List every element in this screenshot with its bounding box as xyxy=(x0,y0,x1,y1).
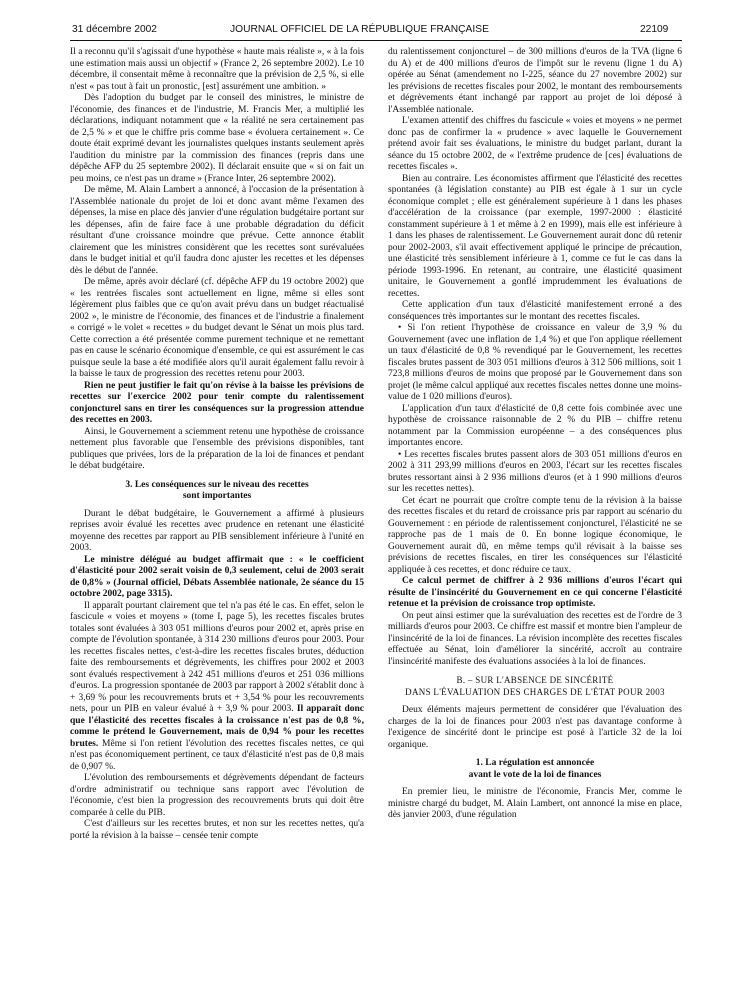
header-date: 31 décembre 2002 xyxy=(72,24,157,35)
heading-line: DANS L'ÉVALUATION DES CHARGES DE L'ÉTAT POUR 2003 xyxy=(405,686,665,697)
bold-paragraph: Ce calcul permet de chiffrer à 2 936 millions d'euros l'écart qui résulte de l'insincérité du Gouvernement en ce qui concerne l'élasticité retenue et la prévision de croissance trop optimiste. xyxy=(388,576,682,609)
paragraph: Dès l'adoption du budget par le conseil des ministres, le ministre de l'économie, des finances et de l'industrie, M. Francis Mer, a multiplié les déclarations, indiquant notamment que « la réalité ne sera certainement pas de 2,5 % » et que le chiffre pris comme base « évoluera certainement ». Ce doute était exprimé devant les journalistes quelques instants seulement après l'audition du ministre par la commission des finances (repris dans une dépêche AFP du 25 septembre 2002). Il déclarait ensuite que « si on fait un peu moins, ce n'est pas un drame » (France Inter, 26 septembre 2002). xyxy=(70,93,364,184)
paragraph xyxy=(70,601,364,774)
paragraph: On peut ainsi estimer que la surévaluation des recettes est de l'ordre de 3 milliards d'euros pour 2003. Ce chiffre est massif et montre bien l'ampleur de l'insincérité de la loi de finances. La révision incomplète des recettes fiscales effectuée au Sénat, loin d'améliorer la sincérité, accroît au contraire l'insincérité manifeste des évaluations associées à la loi de finances. xyxy=(388,610,682,667)
heading-line: sont importantes xyxy=(182,491,252,501)
paragraph: du ralentissement conjoncturel – de 300 millions d'euros de la TVA (ligne 6 du A) et de 400 millions d'euros de l'impôt sur le revenu (ligne 1 du A) opérée au Sénat (amendement no I-225, séance du 27 novembre 2002) sur les prévisions de recettes fiscales pour 2002, le montant des remboursements et dégrèvements étant inchangé par rapport au projet de loi déposé à l'Assemblée nationale. xyxy=(388,47,682,115)
paragraph: Il a reconnu qu'il s'agissait d'une hypothèse « haute mais réaliste », « à la fois une estimation mais aussi un objectif » (France 2, 26 septembre 2002). Le 10 décembre, il consentait même à reconnaître que la prévision de 2,5 %, si elle n'est « pas tout à fait un pronostic, [est] assurément une ambition. » xyxy=(70,47,364,92)
paragraph: Cet écart ne pourrait que croître compte tenu de la révision à la baisse des recettes fiscales et du retard de croissance pris par rapport au scénario du Gouvernement : en période de ralentissement conjoncturel, l'élasticité ne se rapproche pas de 1 mais de 0. En bonne logique économique, le Gouvernement aurait dû, en même temps qu'il révisait à la baisse ses prévisions de recettes fiscales, en tirer les conséquences sur l'élasticité appliquée à ces recettes, et donc réduire ce taux. xyxy=(388,495,682,575)
paragraph: De même, après avoir déclaré (cf. dépêche AFP du 19 octobre 2002) que « les rentrées fiscales sont actuellement en ligne, même si elles sont légèrement plus faibles que ce qu'on avait prévu dans un budget réactualisé 2002 », le ministre de l'économie, des finances et de l'industrie a finalement « corrigé » le volet « recettes » du budget devant le Sénat un mois plus tard. Cette correction a été présentée comme purement technique et ne remettant pas en cause le scénario économique d'ensemble, ce qui est assurément le cas puisque seule la base a été modifiée alors qu'il aurait également fallu revoir à la baisse le taux de progression des recettes retenu pour 2003. xyxy=(70,277,364,379)
paragraph: C'est d'ailleurs sur les recettes brutes, et non sur les recettes nettes, qu'a porté la révision à la baisse – censée tenir compte xyxy=(70,819,364,841)
right-column xyxy=(388,47,682,822)
heading-line: 3. Les conséquences sur le niveau des recettes xyxy=(125,479,309,490)
paragraph: L'évolution des remboursements et dégrèvements dépendant de facteurs d'ordre administratif ou technique sans rapport avec l'évolution de l'économie, c'est bien la progression des recouvrements bruts qui doit être comparée à celle du PIB. xyxy=(70,773,364,818)
section-heading xyxy=(70,480,364,503)
paragraph: De même, M. Alain Lambert a annoncé, à l'occasion de la présentation à l'Assemblée nationale du projet de loi et donc avant même l'examen des dépenses, la mise en place dès janvier d'une régulation budgétaire portant sur les dépenses, afin de faire face à une probable dégradation du déficit résultant d'une croissance moindre que prévue. Cette annonce établit clairement que les ministres considèrent que les recettes sont surévaluées dans le budget initial et qu'il faudra donc ajuster les recettes et les dépenses dès le début de l'année. xyxy=(70,185,364,276)
section-heading xyxy=(388,758,682,781)
paragraph: L'application d'un taux d'élasticité de 0,8 cette fois combinée avec une hypothèse de croissance raisonnable de 2 % du PIB – chiffre retenu notamment par la Commission européenne – a des conséquences plus importantes encore. xyxy=(388,403,682,448)
heading-line: B. – SUR L'ABSENCE DE SINCÉRITÉ xyxy=(456,675,614,685)
bullet-paragraph: • Si l'on retient l'hypothèse de croissance en valeur de 3,9 % du Gouvernement (avec une inflation de 1,4 %) et que l'on applique réellement un taux d'élasticité de 0,8 % revendiqué par le Gouvernement, les recettes fiscales brutes passent de 303 051 millions d'euros à 312 506 millions, soit 1 723,8 millions d'euros de moins que proposé par le Gouvernement dans son projet (le même calcul appliqué aux recettes fiscales nettes donne une moins-value de 1 020 millions d'euros). xyxy=(388,323,682,402)
bold-paragraph: Le ministre délégué au budget affirmait que : « le coefficient d'élasticité pour 2002 serait voisin de 0,3 seulement, celui de 2003 serait de 0,8% » (Journal officiel, Débats Assemblée nationale, 2e séance du 15 octobre 2002, page 3315). xyxy=(70,554,364,599)
header-page-number: 22109 xyxy=(640,24,669,35)
heading-line: 1. La régulation est annoncée xyxy=(475,758,595,768)
paragraph: Ainsi, le Gouvernement a sciemment retenu une hypothèse de croissance nettement plus favorable que l'ensemble des prévisions disponibles, tant publiques que privées, lors de la préparation de la loi de finances et pendant le débat budgétaire. xyxy=(70,426,364,471)
left-column xyxy=(70,47,364,842)
paragraph: Cette application d'un taux d'élasticité manifestement erroné a des conséquences très importantes sur le montant des recettes fiscales. xyxy=(388,300,682,322)
paragraph: Durant le débat budgétaire, le Gouvernement a affirmé à plusieurs reprises avoir évalué les recettes avec prudence en retenant une élasticité moyenne des recettes par rapport au PIB sensiblement inférieure à l'unité en 2003. xyxy=(70,508,364,553)
bold-paragraph: Rien ne peut justifier le fait qu'on révise à la baisse les prévisions de recettes sur l'exercice 2002 pour tenir compte du ralentissement conjoncturel sans en tirer les conséquences sur la progression attendue des recettes en 2003. xyxy=(70,380,364,425)
heading-line: avant le vote de la loi de finances xyxy=(468,769,602,780)
header-rule xyxy=(70,40,682,41)
bullet-paragraph: • Les recettes fiscales brutes passent alors de 303 051 millions d'euros en 2002 à 311 293,99 millions d'euros en 2003, l'écart sur les recettes fiscales brutes ressortant ainsi à 2 936 millions d'euros (et à 1 990 millions d'euros sur les recettes nettes). xyxy=(388,449,682,494)
header-journal-title: JOURNAL OFFICIEL DE LA RÉPUBLIQUE FRANÇAISE xyxy=(230,24,489,35)
paragraph: L'examen attentif des chiffres du fascicule « voies et moyens » ne permet donc pas de confirmer la « prudence » avec laquelle le Gouvernement prétend avoir fait ses évaluations, le ministre du budget parlant, durant la séance du 15 octobre 2002, de « l'extrême prudence de [ces] évaluations de recettes fiscales ». xyxy=(388,116,682,172)
paragraph: Deux éléments majeurs permettent de considérer que l'évaluation des charges de la loi de finances pour 2003 n'est pas davantage conforme à l'exigence de sincérité dont le principe est posé à l'article 32 de la loi organique. xyxy=(388,705,682,750)
section-subheading xyxy=(388,675,682,698)
paragraph-text: Il apparaît pourtant clairement que tel n'a pas été le cas. En effet, selon le fascicule « voies et moyens » (tome I, page 5), les recettes fiscales brutes totales sont évaluées à 303 051 millions d'euros pour 2002 et, après prise en compte de l'évolution spontanée, à 314 230 millions d'euros pour 2003. Pour les recettes fiscales nettes, c'est-à-dire les recettes fiscales brutes, déduction faite des remboursements et dégrèvements, les chiffres pour 2002 et 2003 sont évalués respectivement à 242 451 millions d'euros et 251 036 millions d'euros. La progression spontanée de 2003 par rapport à 2002 s'établit donc à + 3,69 % pour les recouvrements bruts et + 3,54 % pour les recouvrements nets, pour un PIB en valeur évalué à + 3,9 % pour 2003. xyxy=(70,600,364,714)
paragraph: Bien au contraire. Les économistes affirment que l'élasticité des recettes spontanées (à législation constante) au PIB est égale à 1 sur un cycle économique complet ; elle est généralement supérieure à 1 dans les phases d'accélération de la croissance (par exemple, 1997-2000 : élasticité constamment supérieure à 1 et même à 2 en 1999), mais elle est inférieure à 1 dans les phases de ralentissement. Le Gouvernement aurait donc dû retenir pour 2002-2003, s'il avait effectivement appliqué le principe de précaution, une élasticité très sensiblement inférieure à 1, comme ce fut le cas dans la période 1993-1996. En retenant, au contraire, une élasticité quasiment unitaire, le Gouvernement a gonflé imprudemment les évaluations de recettes. xyxy=(388,173,682,299)
paragraph-text: Même si l'on retient l'évolution des recettes fiscales nettes, ce qui n'est pas économiquement pertinent, ce taux d'élasticité n'est pas de 0,8 mais de 0,907 %. xyxy=(70,738,364,772)
paragraph: En premier lieu, le ministre de l'économie, Francis Mer, comme le ministre chargé du budget, M. Alain Lambert, ont annoncé la mise en place, dès janvier 2003, d'une régulation xyxy=(388,787,682,820)
bold-text: Il apparaît donc que l'élasticité des recettes fiscales à la croissance n'est pas de 0,8 %, comme le prétend le Gouvernement, mais de 0,94 % pour les recettes brutes. xyxy=(70,704,364,749)
